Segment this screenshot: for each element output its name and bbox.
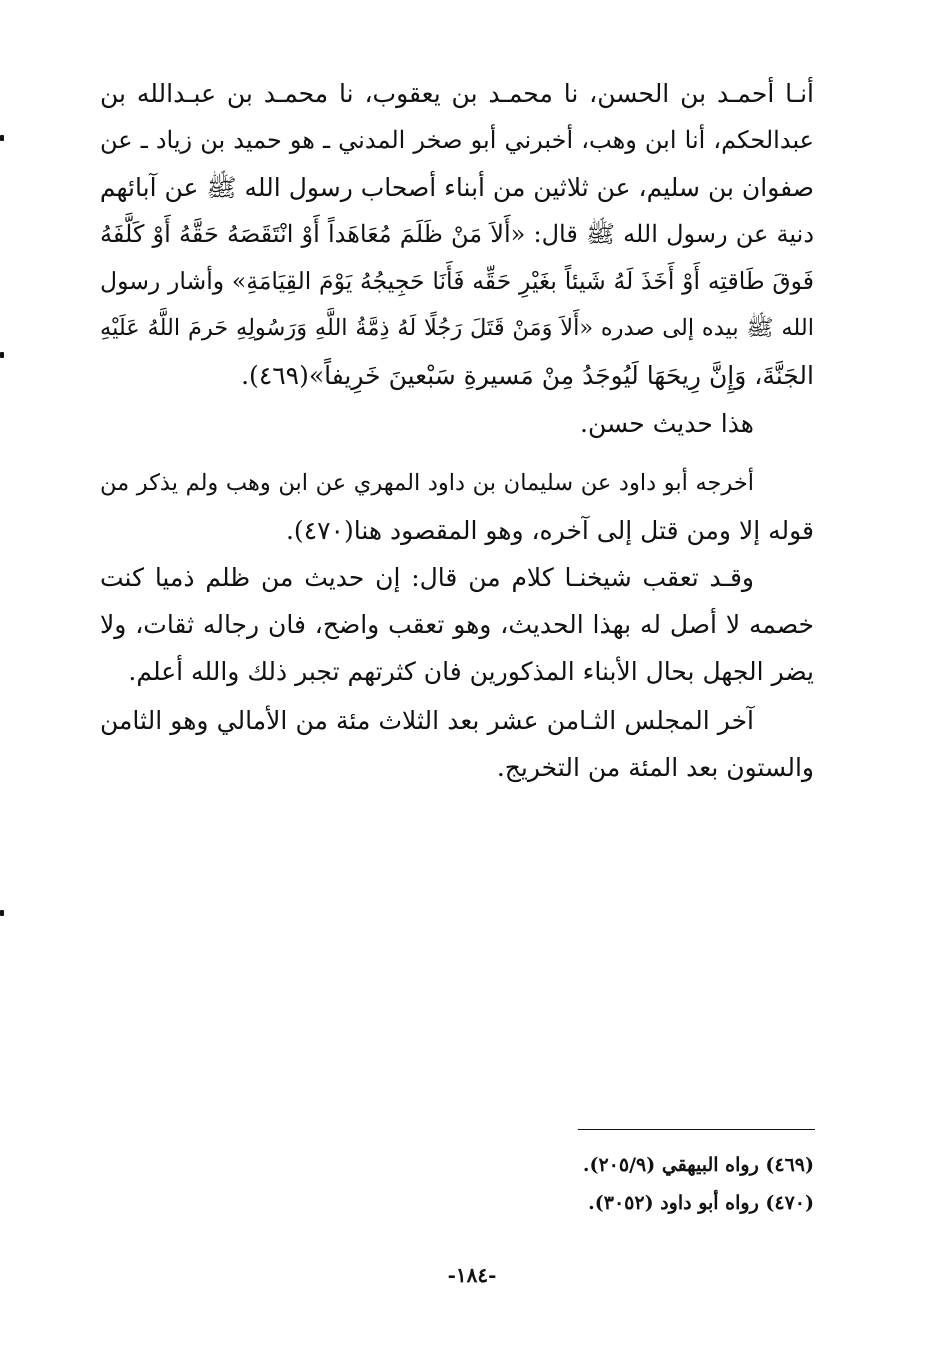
footnote-470: (٤٧٠) رواه أبو داود (٣٠٥٢). [588,1192,814,1214]
text-line: فَوقَ طَاقتِه أَوْ أَخَذَ لَهُ شَيئاً بغَيْرِ حَقِّه فَأَنَا حَجِيجُهُ يَوْمَ القِيَامَةِ» وأشار رسول [100,267,814,295]
text-line: عبدالحكم، أنا ابن وهب، أخبرني أبو صخر المدني ـ هو حميد بن زياد ـ عن [100,126,814,154]
scan-edge-mark [0,910,4,916]
page-number: -١٨٤- [447,1263,497,1287]
paragraph-takhrij [100,460,814,554]
footnote-divider [578,1129,815,1130]
scan-edge-mark [0,352,4,358]
paragraph-session-end [100,697,814,791]
text-line: أنـا أحمـد بن الحسن، نا محمـد بن يعقوب، نا محمـد بن عبـدالله بن [100,79,814,108]
text-line: والستون بعد المئة من التخريج. [496,753,814,782]
text-line: الجَنَّةَ، وَإِنَّ رِيحَهَا لَيُوجَدُ مِنْ مَسيرةِ سَبْعينَ خَرِيفاً»(٤٦٩). [241,361,814,390]
text-line: هذا حديث حسن. [580,409,754,438]
text-line: يضر الجهل بحال الأبناء المذكورين فان كثرتهم تجبر ذلك والله أعلم. [128,657,814,686]
text-line: دنية عن رسول الله ﷺ قال: «أَلاَ مَنْ ظَلَمَ مُعَاهَداً أَوْ انْتَقَصَهُ حَقَّهُ أَوْ كَلَّفَهُ [100,220,814,248]
scan-edge-mark [0,135,4,141]
footnotes [360,1146,814,1222]
text-line: قوله إلا ومن قتل إلى آخره، وهو المقصود هنا(٤٧٠). [285,516,814,545]
text-line: صفوان بن سليم، عن ثلاثين من أبناء أصحاب رسول الله ﷺ عن آبائهم [100,173,814,202]
paragraph-grading [100,400,814,447]
footnote-469: (٤٦٩) رواه البيهقي (٢٠٥/٩). [582,1154,814,1176]
text-line: خصمه لا أصل له بهذا الحديث، وهو تعقب واضح، فان رجاله ثقات، ولا [100,610,814,639]
text-line: الله ﷺ بيده إلى صدره «أَلاَ وَمَنْ قَتَلَ رَجُلًا لَهُ ذِمَّةُ اللَّهِ وَرَسُولِهِ حَرمَ اللَّهُ عَلَيْهِ [100,315,814,341]
paragraph-commentary [100,554,814,695]
text-line: آخر المجلس الثـامن عشر بعد الثلاث مئة من الأمالي وهو الثامن [100,706,754,735]
text-line: وقـد تعقب شيخنـا كلام من قال: إن حديث من ظلم ذميا كنت [100,563,754,592]
text-line: أخرجه أبو داود عن سليمان بن داود المهري عن ابن وهب ولم يذكر من [100,470,754,496]
paragraph-hadith-chain [100,70,814,399]
